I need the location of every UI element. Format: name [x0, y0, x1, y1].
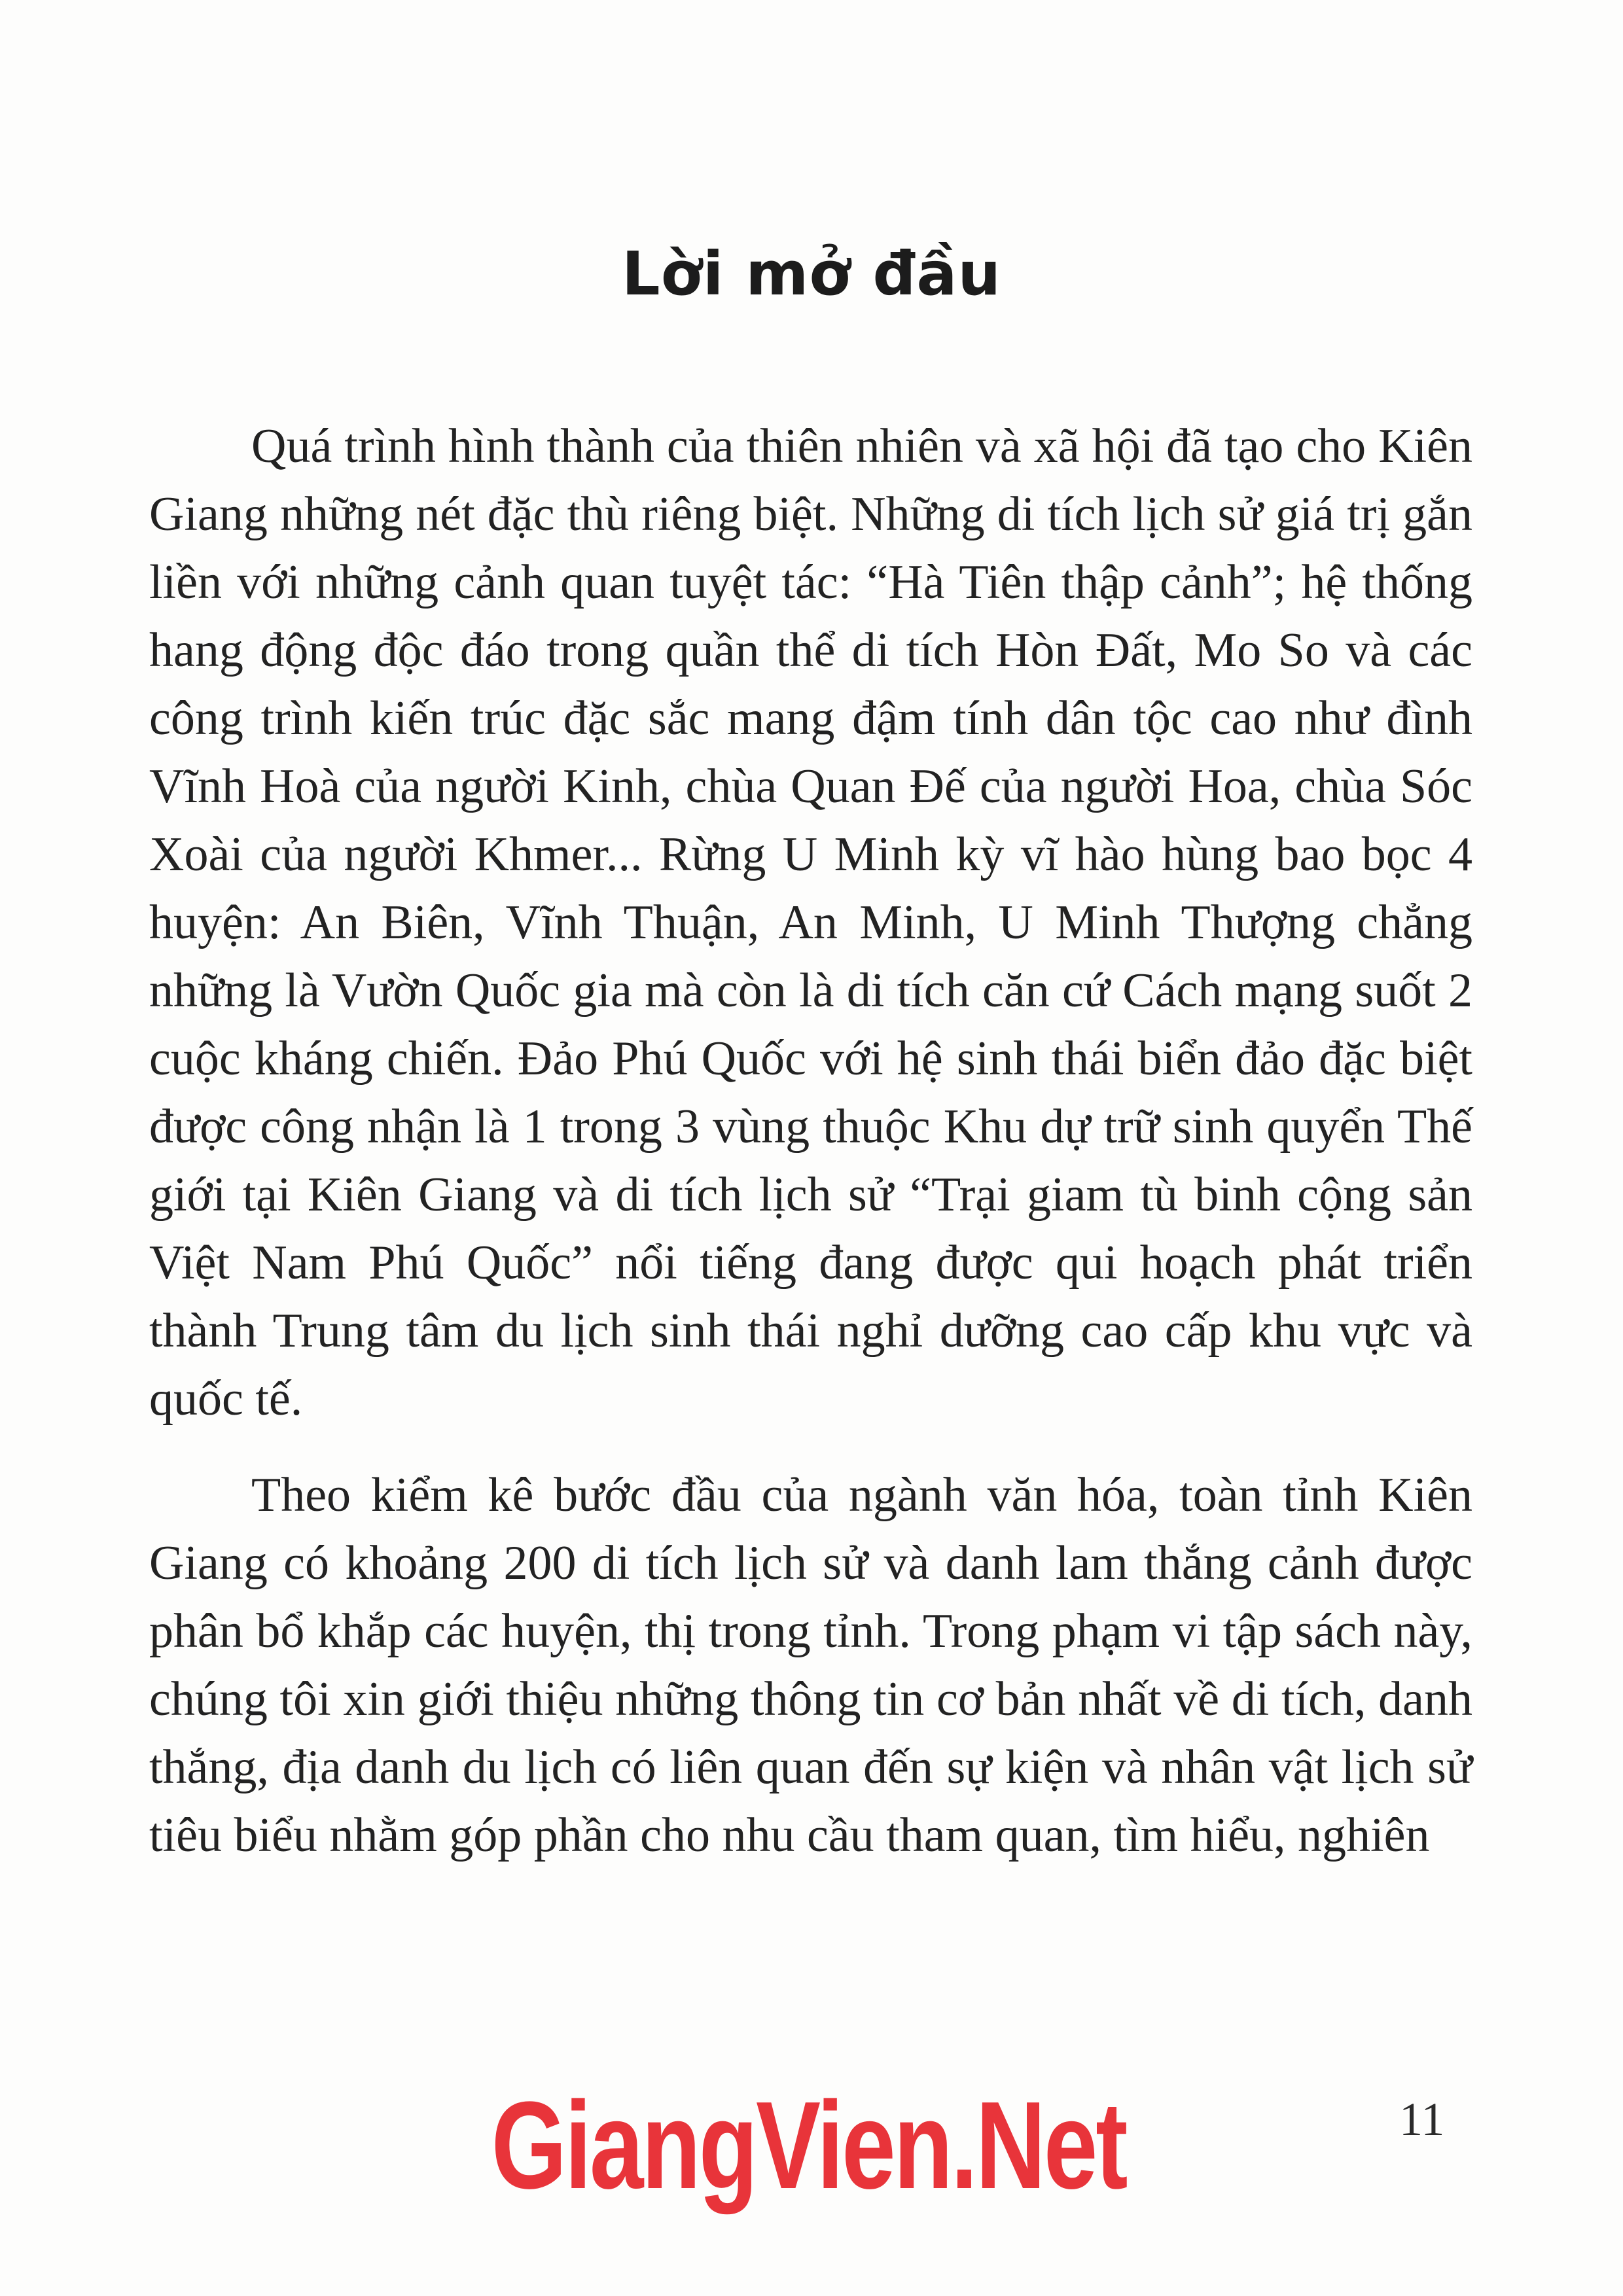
page-number: 11: [1399, 2093, 1445, 2146]
paragraph-2: Theo kiểm kê bước đầu của ngành văn hóa, toàn tỉnh Kiên Giang có khoảng 200 di tích lịch sử và danh lam thắng cảnh được phân bổ khắp các huyện, thị trong tỉnh. Trong phạm vi tập sách này, chúng tôi xin giới thiệu những thông tin cơ bản nhất về di tích, danh thắng, địa danh du lịch có liên quan đến sự kiện và nhân vật lịch sử tiêu biểu nhằm góp phần cho nhu cầu tham quan, tìm hiểu, nghiên: [149, 1468, 1472, 1862]
body-text: [149, 412, 1472, 1869]
watermark-logo: GiangVien.Net: [491, 2076, 1126, 2215]
chapter-title: Lời mở đầu: [622, 239, 1001, 309]
paragraph-1: Quá trình hình thành của thiên nhiên và xã hội đã tạo cho Kiên Giang những nét đặc thù riêng biệt. Những di tích lịch sử giá trị gắn liền với những cảnh quan tuyệt tác: “Hà Tiên thập cảnh”; hệ thống hang động độc đáo trong quần thể di tích Hòn Đất, Mo So và các công trình kiến trúc đặc sắc mang đậm tính dân tộc cao như đình Vĩnh Hoà của người Kinh, chùa Quan Đế của người Hoa, chùa Sóc Xoài của người Khmer... Rừng U Minh kỳ vĩ hào hùng bao bọc 4 huyện: An Biên, Vĩnh Thuận, An Minh, U Minh Thượng chẳng những là Vườn Quốc gia mà còn là di tích căn cứ Cách mạng suốt 2 cuộc kháng chiến. Đảo Phú Quốc với hệ sinh thái biển đảo đặc biệt được công nhận là 1 trong 3 vùng thuộc Khu dự trữ sinh quyển Thế giới tại Kiên Giang và di tích lịch sử “Trại giam tù binh cộng sản Việt Nam Phú Quốc” nổi tiếng đang được qui hoạch phát triển thành Trung tâm du lịch sinh thái nghỉ dưỡng cao cấp khu vực và quốc tế.: [149, 419, 1472, 1426]
